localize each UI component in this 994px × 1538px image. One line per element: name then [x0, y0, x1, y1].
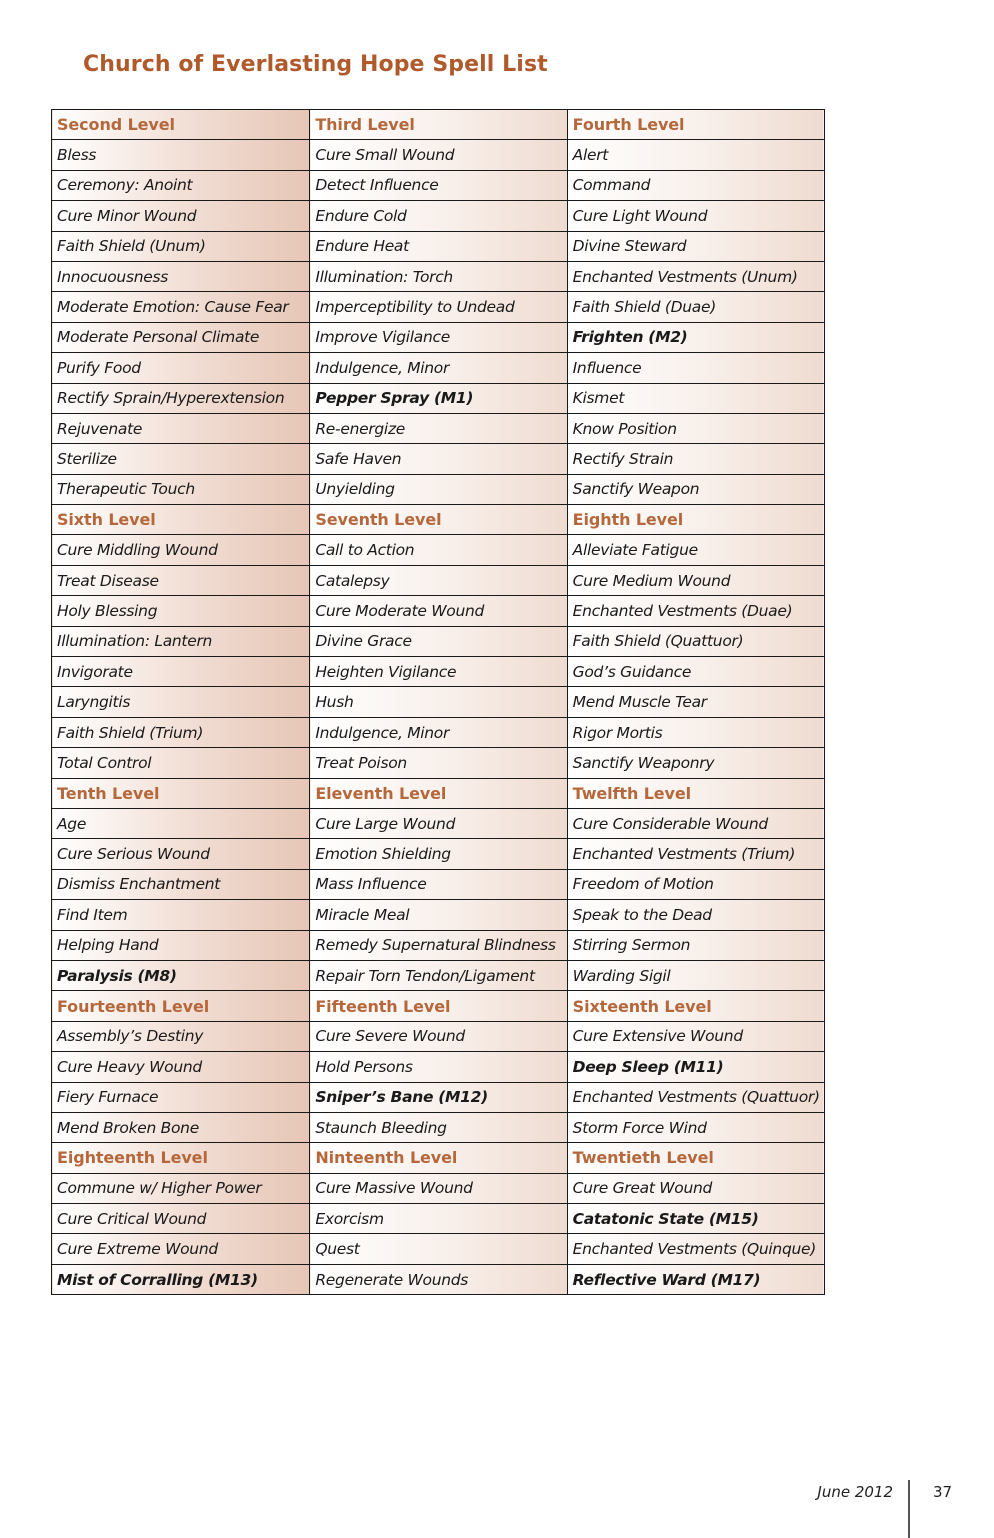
footer-divider [908, 1480, 910, 1538]
table-row [52, 748, 825, 778]
spell-cell: Re-energize [310, 413, 567, 443]
spell-cell: Cure Considerable Wound [567, 808, 824, 838]
table-row [52, 474, 825, 504]
page-title: Church of Everlasting Hope Spell List [83, 52, 548, 77]
spell-cell: Enchanted Vestments (Unum) [567, 261, 824, 291]
level-header-cell: Seventh Level [310, 505, 567, 535]
spell-cell: Dismiss Enchantment [52, 869, 310, 899]
spell-cell: Influence [567, 353, 824, 383]
table-row [52, 657, 825, 687]
spell-cell: Paralysis (M8) [52, 960, 310, 990]
level-header-cell: Sixteenth Level [567, 991, 824, 1021]
spell-cell: Illumination: Lantern [52, 626, 310, 656]
table-row [52, 1052, 825, 1082]
spell-cell: Endure Cold [310, 201, 567, 231]
spell-cell: Total Control [52, 748, 310, 778]
spell-cell: Quest [310, 1234, 567, 1264]
table-row [52, 565, 825, 595]
level-header-row [52, 991, 825, 1021]
spell-cell: Cure Serious Wound [52, 839, 310, 869]
table-row [52, 687, 825, 717]
spell-list-table [51, 109, 825, 1295]
spell-cell: Know Position [567, 413, 824, 443]
spell-cell: Illumination: Torch [310, 261, 567, 291]
table-row [52, 1021, 825, 1051]
spell-cell: Alleviate Fatigue [567, 535, 824, 565]
level-header-cell: Eighteenth Level [52, 1143, 310, 1173]
level-header-cell: Ninteenth Level [310, 1143, 567, 1173]
table-row [52, 960, 825, 990]
spell-cell: Kismet [567, 383, 824, 413]
spell-cell: Detect Influence [310, 170, 567, 200]
spell-cell: Mend Broken Bone [52, 1112, 310, 1142]
spell-cell: Cure Moderate Wound [310, 596, 567, 626]
spell-cell: Endure Heat [310, 231, 567, 261]
level-header-cell: Twelfth Level [567, 778, 824, 808]
level-header-cell: Second Level [52, 110, 310, 140]
table-row [52, 869, 825, 899]
table-row [52, 292, 825, 322]
spell-cell: Catalepsy [310, 565, 567, 595]
level-header-row [52, 505, 825, 535]
level-header-row [52, 1143, 825, 1173]
spell-cell: Heighten Vigilance [310, 657, 567, 687]
table-row [52, 808, 825, 838]
spell-cell: Mist of Corralling (M13) [52, 1264, 310, 1294]
spell-cell: Holy Blessing [52, 596, 310, 626]
table-row [52, 1173, 825, 1203]
level-header-cell: Fifteenth Level [310, 991, 567, 1021]
page-footer [0, 1480, 994, 1538]
spell-cell: Miracle Meal [310, 900, 567, 930]
spell-cell: Rejuvenate [52, 413, 310, 443]
spell-cell: Cure Medium Wound [567, 565, 824, 595]
spell-cell: Treat Poison [310, 748, 567, 778]
spell-cell: Faith Shield (Quattuor) [567, 626, 824, 656]
spell-cell: Exorcism [310, 1204, 567, 1234]
table-row [52, 201, 825, 231]
spell-cell: Cure Extensive Wound [567, 1021, 824, 1051]
table-row [52, 170, 825, 200]
spell-cell: Improve Vigilance [310, 322, 567, 352]
spell-cell: Cure Severe Wound [310, 1021, 567, 1051]
spell-cell: Deep Sleep (M11) [567, 1052, 824, 1082]
table-row [52, 383, 825, 413]
level-header-row [52, 110, 825, 140]
spell-cell: Bless [52, 140, 310, 170]
level-header-cell: Sixth Level [52, 505, 310, 535]
spell-cell: Cure Critical Wound [52, 1204, 310, 1234]
spell-cell: Staunch Bleeding [310, 1112, 567, 1142]
spell-cell: Fiery Furnace [52, 1082, 310, 1112]
spell-cell: Sterilize [52, 444, 310, 474]
spell-cell: Freedom of Motion [567, 869, 824, 899]
spell-cell: Sanctify Weaponry [567, 748, 824, 778]
table-row [52, 626, 825, 656]
level-header-cell: Tenth Level [52, 778, 310, 808]
spell-cell: Warding Sigil [567, 960, 824, 990]
page-number: 37 [933, 1483, 953, 1501]
table-row [52, 444, 825, 474]
spell-cell: Enchanted Vestments (Quattuor) [567, 1082, 824, 1112]
level-header-cell: Twentieth Level [567, 1143, 824, 1173]
table-row [52, 1112, 825, 1142]
spell-cell: Emotion Shielding [310, 839, 567, 869]
spell-cell: Treat Disease [52, 565, 310, 595]
table-row [52, 261, 825, 291]
spell-cell: Stirring Sermon [567, 930, 824, 960]
spell-cell: Cure Great Wound [567, 1173, 824, 1203]
table-row [52, 413, 825, 443]
spell-cell: Divine Steward [567, 231, 824, 261]
spell-cell: Enchanted Vestments (Duae) [567, 596, 824, 626]
spell-cell: Moderate Personal Climate [52, 322, 310, 352]
level-header-cell: Fourth Level [567, 110, 824, 140]
spell-cell: Faith Shield (Trium) [52, 717, 310, 747]
spell-cell: Rigor Mortis [567, 717, 824, 747]
level-header-cell: Fourteenth Level [52, 991, 310, 1021]
spell-cell: Hold Persons [310, 1052, 567, 1082]
spell-cell: Hush [310, 687, 567, 717]
spell-cell: Repair Torn Tendon/Ligament [310, 960, 567, 990]
spell-cell: Mass Influence [310, 869, 567, 899]
spell-cell: Invigorate [52, 657, 310, 687]
spell-cell: Rectify Sprain/Hyperextension [52, 383, 310, 413]
table-row [52, 140, 825, 170]
spell-cell: Sniper’s Bane (M12) [310, 1082, 567, 1112]
spell-cell: Innocuousness [52, 261, 310, 291]
spell-cell: Moderate Emotion: Cause Fear [52, 292, 310, 322]
spell-cell: Age [52, 808, 310, 838]
level-header-cell: Eighth Level [567, 505, 824, 535]
spell-cell: Cure Extreme Wound [52, 1234, 310, 1264]
spell-cell: Pepper Spray (M1) [310, 383, 567, 413]
spell-cell: Catatonic State (M15) [567, 1204, 824, 1234]
spell-cell: Rectify Strain [567, 444, 824, 474]
spell-cell: Storm Force Wind [567, 1112, 824, 1142]
spell-cell: Commune w/ Higher Power [52, 1173, 310, 1203]
spell-cell: Cure Small Wound [310, 140, 567, 170]
table-row [52, 322, 825, 352]
spell-cell: Indulgence, Minor [310, 717, 567, 747]
spell-cell: Therapeutic Touch [52, 474, 310, 504]
spell-cell: Indulgence, Minor [310, 353, 567, 383]
spell-cell: Cure Heavy Wound [52, 1052, 310, 1082]
spell-cell: Cure Middling Wound [52, 535, 310, 565]
spell-cell: Enchanted Vestments (Quinque) [567, 1234, 824, 1264]
spell-cell: Faith Shield (Unum) [52, 231, 310, 261]
level-header-cell: Eleventh Level [310, 778, 567, 808]
table-row [52, 1082, 825, 1112]
level-header-row [52, 778, 825, 808]
spell-cell: Faith Shield (Duae) [567, 292, 824, 322]
spell-cell: Find Item [52, 900, 310, 930]
spell-cell: Assembly’s Destiny [52, 1021, 310, 1051]
table-row [52, 1234, 825, 1264]
spell-cell: Regenerate Wounds [310, 1264, 567, 1294]
spell-cell: Cure Large Wound [310, 808, 567, 838]
footer-date: June 2012 [817, 1483, 893, 1501]
spell-cell: Mend Muscle Tear [567, 687, 824, 717]
spell-cell: Cure Minor Wound [52, 201, 310, 231]
spell-cell: Cure Light Wound [567, 201, 824, 231]
table-row [52, 231, 825, 261]
spell-cell: Speak to the Dead [567, 900, 824, 930]
spell-cell: Enchanted Vestments (Trium) [567, 839, 824, 869]
spell-cell: Imperceptibility to Undead [310, 292, 567, 322]
table-row [52, 1204, 825, 1234]
spell-cell: Cure Massive Wound [310, 1173, 567, 1203]
table-row [52, 1264, 825, 1294]
spell-cell: Command [567, 170, 824, 200]
table-row [52, 596, 825, 626]
table-row [52, 900, 825, 930]
table-row [52, 930, 825, 960]
table-row [52, 535, 825, 565]
spell-cell: Call to Action [310, 535, 567, 565]
spell-cell: God’s Guidance [567, 657, 824, 687]
spell-cell: Safe Haven [310, 444, 567, 474]
spell-cell: Frighten (M2) [567, 322, 824, 352]
spell-cell: Reflective Ward (M17) [567, 1264, 824, 1294]
table-row [52, 353, 825, 383]
spell-cell: Purify Food [52, 353, 310, 383]
table-row [52, 717, 825, 747]
spell-cell: Divine Grace [310, 626, 567, 656]
spell-cell: Helping Hand [52, 930, 310, 960]
spell-cell: Unyielding [310, 474, 567, 504]
spell-list-body [52, 110, 825, 1295]
spell-cell: Ceremony: Anoint [52, 170, 310, 200]
spell-cell: Sanctify Weapon [567, 474, 824, 504]
spell-cell: Alert [567, 140, 824, 170]
spell-cell: Laryngitis [52, 687, 310, 717]
spell-cell: Remedy Supernatural Blindness [310, 930, 567, 960]
level-header-cell: Third Level [310, 110, 567, 140]
table-row [52, 839, 825, 869]
